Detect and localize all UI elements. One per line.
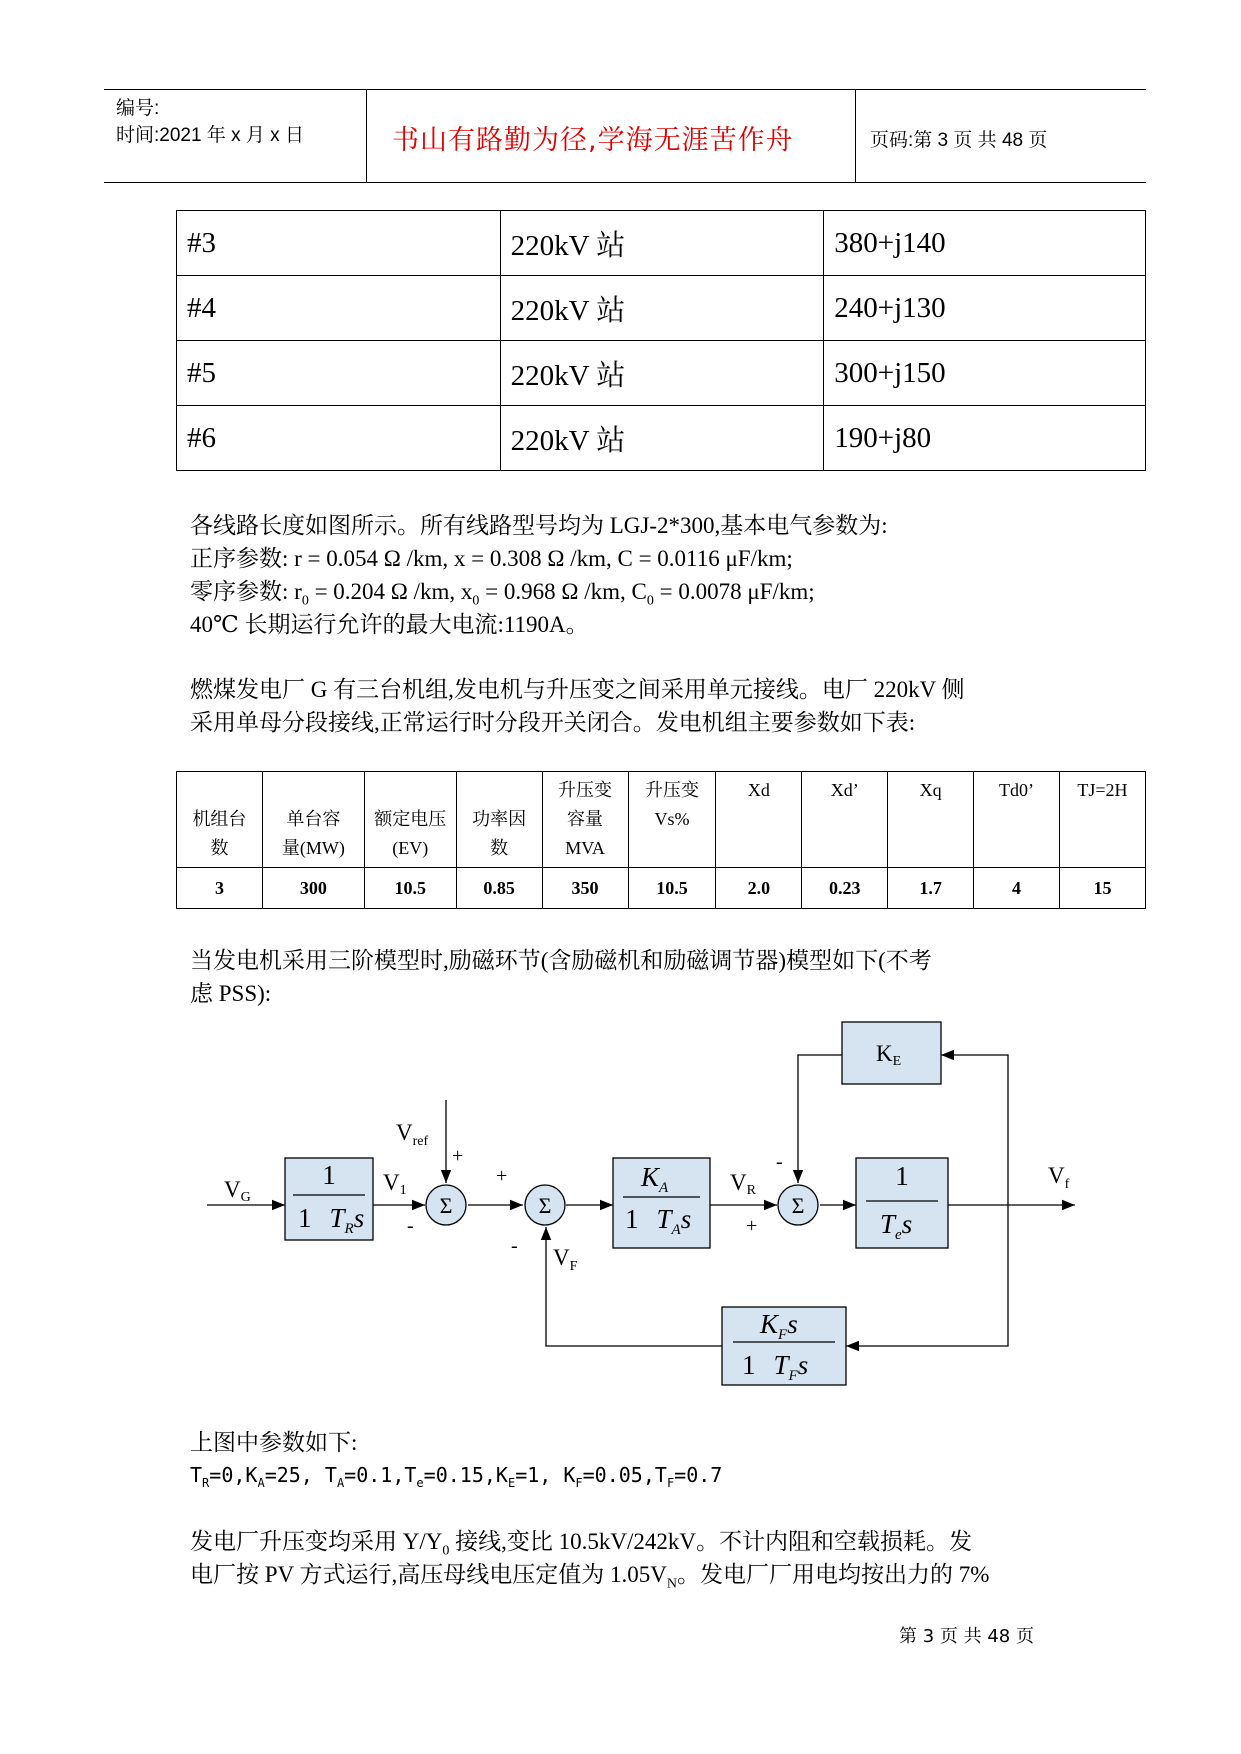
sum2-plus: + — [496, 1165, 508, 1187]
svg-text:1: 1 — [322, 1160, 336, 1190]
load-cell-id: #5 — [177, 341, 501, 406]
svg-text:KFs: $K_Fs$ — [760, 1309, 798, 1343]
svg-text:Σ: Σ — [791, 1193, 805, 1218]
line-params-intro: 各线路长度如图所示。所有线路型号均为 LGJ-2*300,基本电气参数为: — [190, 513, 888, 538]
generator-value-cell: 10.5 — [364, 868, 456, 909]
generator-value-cell: 3 — [177, 868, 263, 909]
v1-label: V1 — [383, 1170, 407, 1198]
generator-header-cell: Td0’ — [974, 772, 1060, 868]
load-cell-load: 190+j80 — [824, 406, 1146, 471]
vF-label: $V_F$ — [553, 1245, 578, 1274]
sum1-minus: - — [407, 1215, 414, 1237]
svg-text:1TFs: 1 $T_Fs$ — [742, 1350, 809, 1384]
ka-transfer-block — [613, 1158, 710, 1248]
ke-feedback-in — [941, 1055, 1008, 1205]
svg-text:Tes: $T_es$ — [880, 1209, 913, 1243]
generator-value-cell: 1.7 — [888, 868, 974, 909]
generator-header-cell: 升压变 容量 MVA — [542, 772, 628, 868]
generator-value-cell: 2.0 — [716, 868, 802, 909]
sum3-minus: - — [776, 1151, 783, 1173]
generator-value-cell: 350 — [542, 868, 628, 909]
sum1-plus: + — [452, 1145, 464, 1167]
header-motto: 书山有路勤为径,学海无涯苦作舟 — [392, 125, 794, 156]
generator-header-cell: Xq — [888, 772, 974, 868]
vr-label: VR — [730, 1170, 756, 1198]
document-number-label: 编号: — [116, 98, 160, 119]
max-current-text: 40℃ 长期运行允许的最大电流:1190A。 — [190, 612, 589, 637]
load-cell-station: 220kV 站 — [500, 276, 824, 341]
svg-text:1TAs: 1 $T_As$ — [625, 1204, 692, 1238]
load-cell-load: 380+j140 — [824, 211, 1146, 276]
generator-value-cell: 4 — [974, 868, 1060, 909]
load-cell-station: 220kV 站 — [500, 406, 824, 471]
vf-output-label: $V_f$ — [1048, 1163, 1070, 1192]
document-time-label: 时间:2021 年 x 月 x 日 — [116, 125, 304, 146]
load-cell-load: 300+j150 — [824, 341, 1146, 406]
transformer-line-2: 电厂按 PV 方式运行,高压母线电压定值为 $1.05V_N$。发电厂厂用电均按出力的 7% — [190, 1562, 990, 1592]
vg-label: VG — [224, 1177, 251, 1205]
diagram-params-values: $T_R=0,K_A=25$, $T_A=0.1,T_e=0.15,K_E=1$, $K_F=0.05,T_F=0.7$ — [190, 1463, 723, 1490]
svg-text:KA: $K_A$ — [641, 1162, 669, 1196]
transformer-line-1: 发电厂升压变均采用 $Y/Y_0$ 接线,变比 10.5kV/242kV。不计内阻和空载损耗。发 — [190, 1529, 972, 1559]
generator-value-cell: 10.5 — [628, 868, 716, 909]
header-page-label: 页码:第 3 页 共 48 页 — [870, 130, 1048, 151]
ke-label: KE — [876, 1041, 902, 1069]
svg-text:1: 1 — [895, 1161, 909, 1191]
diagram-params-paragraph — [190, 1426, 722, 1492]
plant-line-2: 采用单母分段接线,正常运行时分段开关闭合。发电机组主要参数如下表: — [190, 710, 916, 735]
load-cell-load: 240+j130 — [824, 276, 1146, 341]
generator-header-cell: TJ=2H — [1059, 772, 1145, 868]
sum2-minus: - — [511, 1235, 518, 1257]
generator-header-cell: 额定电压 (EV) — [364, 772, 456, 868]
sum3-plus: + — [746, 1215, 758, 1237]
svg-text:Σ: Σ — [439, 1193, 453, 1218]
load-cell-id: #6 — [177, 406, 501, 471]
load-cell-id: #4 — [177, 276, 501, 341]
page-footer: 第 3 页 共 48 页 — [899, 1626, 1034, 1647]
generator-header-cell: 机组台 数 — [177, 772, 263, 868]
generator-header-cell: Xd’ — [802, 772, 888, 868]
generator-value-cell: 0.85 — [456, 868, 542, 909]
transformer-paragraph — [190, 1525, 989, 1591]
load-cell-station: 220kV 站 — [500, 341, 824, 406]
generator-value-cell: 300 — [262, 868, 364, 909]
generator-header-cell: Xd — [716, 772, 802, 868]
zero-seq-params: 零序参数: $r_0 = 0.204$ Ω /km, $x_0 = 0.968$ Ω /km, $C_0 = 0.0078$ μF/km; — [190, 579, 815, 609]
excitation-line-1: 当发电机采用三阶模型时,励磁环节(含励磁机和励磁调节器)模型如下(不考 — [190, 948, 932, 973]
excitation-line-2: 虑 PSS): — [190, 981, 272, 1006]
ke-feedback-out — [798, 1055, 842, 1183]
generator-value-cell: 0.23 — [802, 868, 888, 909]
vref-label: $V_{ref}$ — [396, 1120, 429, 1149]
generator-value-cell: 15 — [1059, 868, 1145, 909]
plant-line-1: 燃煤发电厂 G 有三台机组,发电机与升压变之间采用单元接线。电厂 220kV 侧 — [190, 677, 965, 702]
load-cell-station: 220kV 站 — [500, 211, 824, 276]
svg-text:Σ: Σ — [538, 1193, 552, 1218]
svg-text:1TRs: 1 $T_Rs$ — [298, 1203, 365, 1237]
generator-header-cell: 功率因 数 — [456, 772, 542, 868]
generator-header-cell: 单台容 量(MW) — [262, 772, 364, 868]
generator-header-cell: 升压变 Vs% — [628, 772, 716, 868]
load-cell-id: #3 — [177, 211, 501, 276]
diagram-params-intro: 上图中参数如下: — [190, 1430, 358, 1455]
positive-seq-params: 正序参数: r = 0.054 Ω /km, x = 0.308 Ω /km, C = 0.0116 μF/km; — [190, 546, 793, 571]
